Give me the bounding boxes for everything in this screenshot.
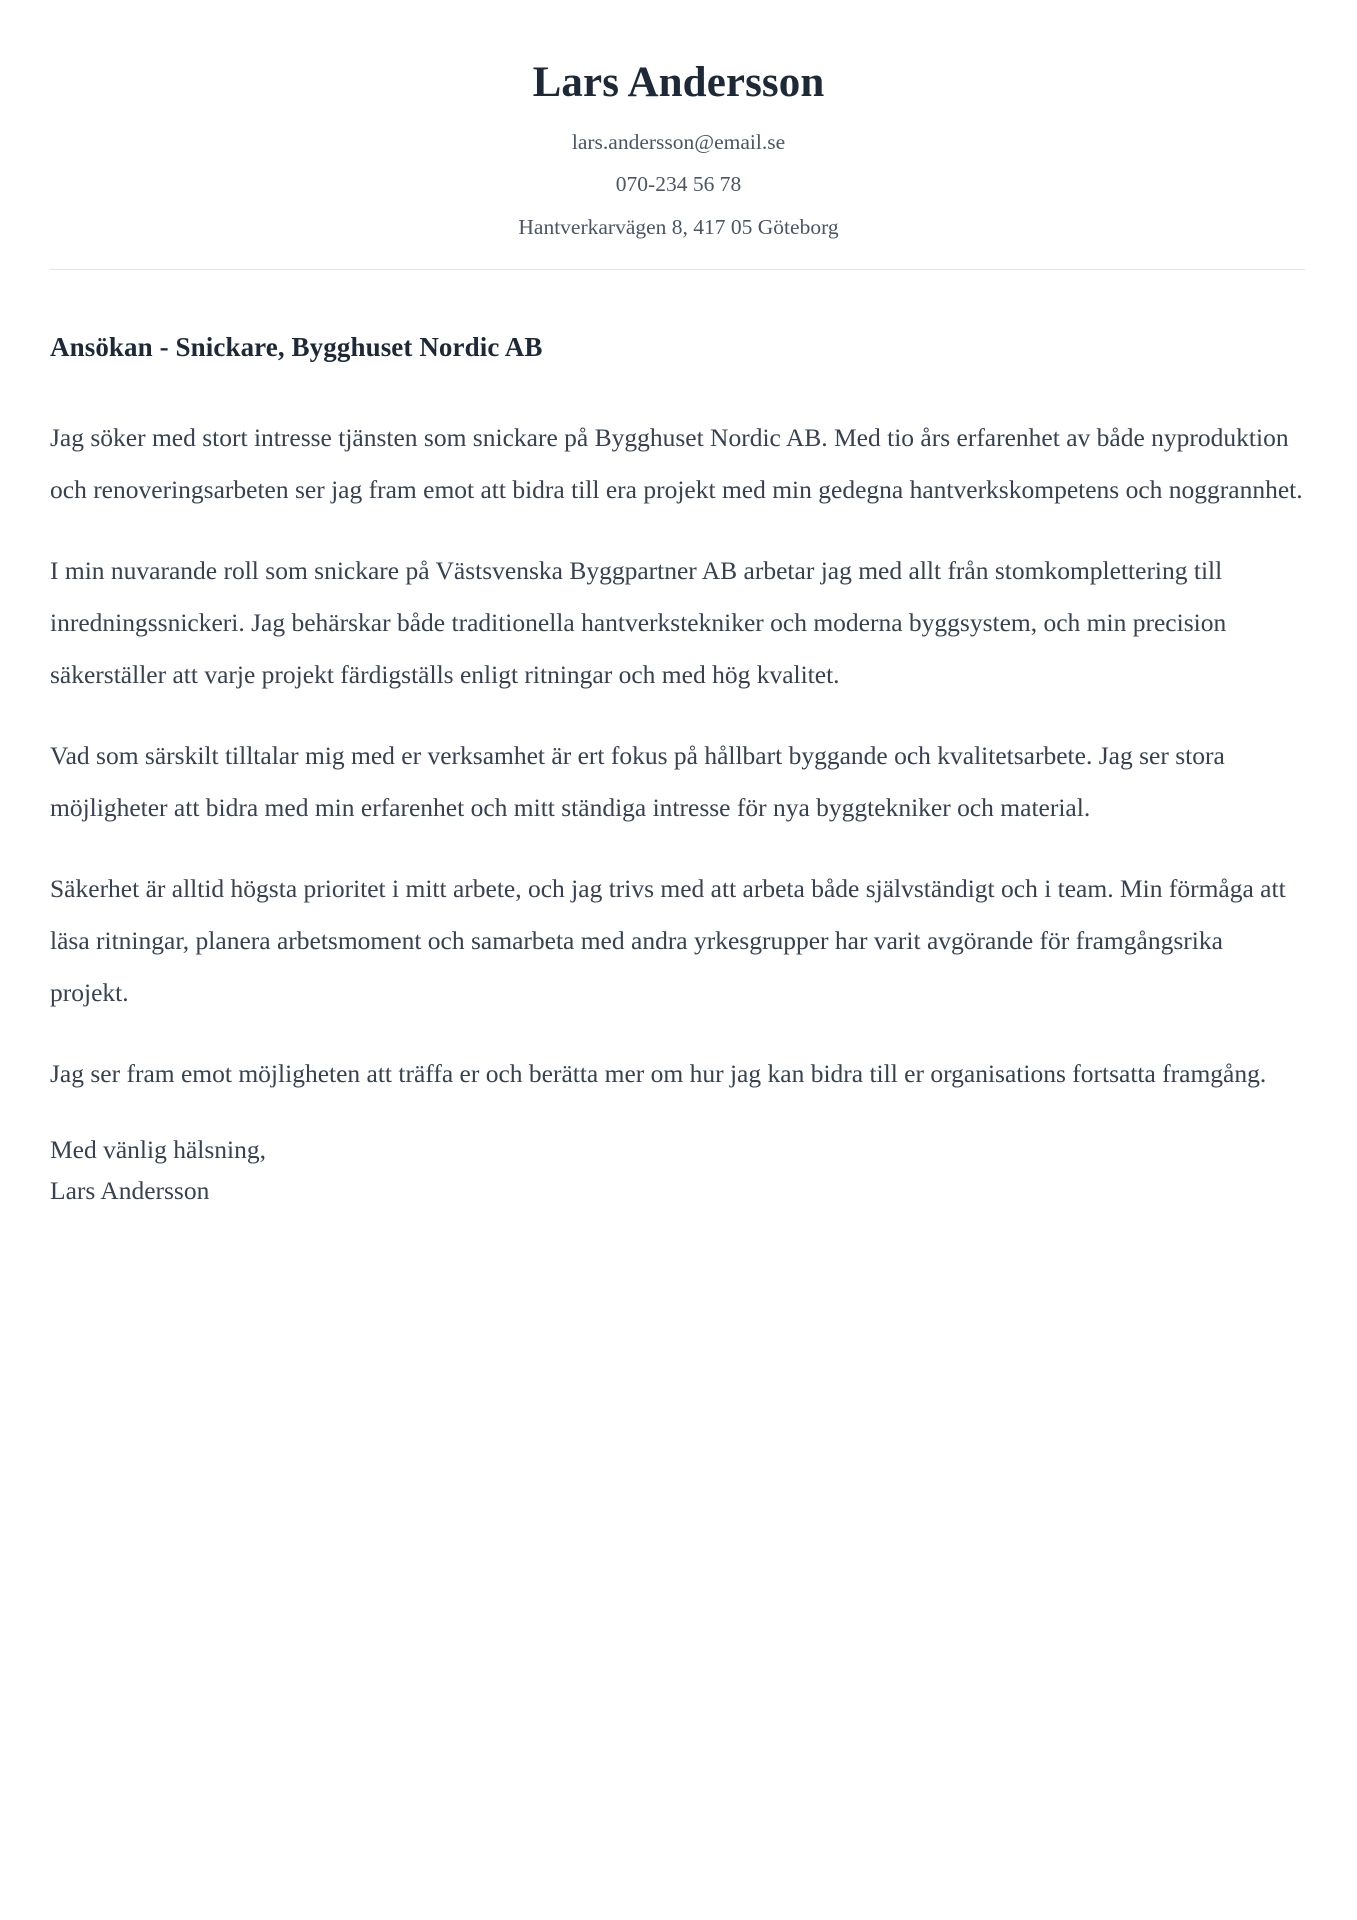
contact-email: lars.andersson@email.se — [571, 129, 786, 154]
contact-phone: 070-234 56 78 — [615, 172, 742, 197]
header-divider — [50, 269, 1305, 270]
letter-header — [50, 0, 1307, 238]
body-paragraph: Jag ser fram emot möjligheten att träffa er och berätta mer om hur jag kan bidra till er organisations fortsatta framgång. — [50, 1059, 1267, 1089]
closing-signature-name: Lars Andersson — [50, 1176, 210, 1206]
body-paragraph: Vad som särskilt tilltalar mig med er verksamhet är ert fokus på hållbart byggande och kvalitetsarbete. Jag ser stora möjligheter att bidra med min erfarenhet och mitt ständiga intresse för nya byggtekniker och material. — [50, 741, 1225, 823]
closing-block — [50, 1129, 1307, 1211]
candidate-name: Lars Andersson — [532, 59, 825, 106]
body-paragraph: Säkerhet är alltid högsta prioritet i mitt arbete, och jag trivs med att arbeta både självständigt och i team. Min förmåga att läsa ritningar, planera arbetsmoment och samarbeta med andra yrkesgrupper har varit avgörande för framgångsrika projekt. — [50, 874, 1286, 1008]
body-paragraph: I min nuvarande roll som snickare på Västsvenska Byggpartner AB arbetar jag med allt från stomkomplettering till inredningssnickeri. Jag behärskar både traditionella hantverkstekniker och moderna byggsystem, och min precision säkerställer att varje projekt färdigställs enligt ritningar och med hög kvalitet. — [50, 556, 1227, 690]
closing-salutation: Med vänlig hälsning, — [50, 1135, 267, 1165]
contact-address: Hantverkarvägen 8, 417 05 Göteborg — [518, 214, 839, 239]
body-paragraph: Jag söker med stort intresse tjänsten som snickare på Bygghuset Nordic AB. Med tio års erfarenhet av både nyproduktion och renoveringsarbeten ser jag fram emot att bidra till era projekt med min gedegna hantverkskompetens och noggrannhet. — [50, 423, 1303, 505]
subject-heading: Ansökan - Snickare, Bygghuset Nordic AB — [50, 332, 543, 363]
letter-body — [50, 412, 1307, 1100]
